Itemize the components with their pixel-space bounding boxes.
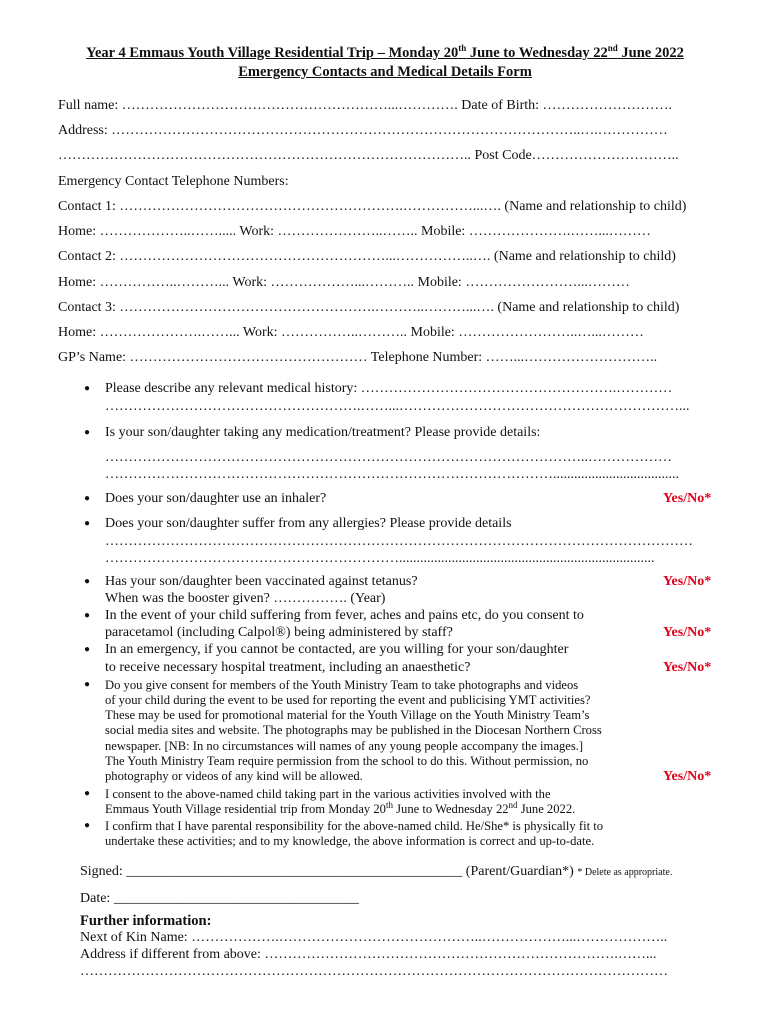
tetanus-question: Has your son/daughter been vaccinated against tetanus? <box>105 574 418 589</box>
bullet: ● <box>84 576 91 587</box>
next-of-kin-field[interactable]: Next of Kin Name: ……………….……………………………………..………………...……………….. <box>80 930 668 945</box>
medication-line-1[interactable]: …………………………………………………………………………………………..……………… <box>105 450 672 465</box>
contact-3-numbers[interactable]: Home: ………………….……... Work: ……………..……….. Mobile: ……………………..…...……… <box>58 325 644 340</box>
medical-history-question[interactable]: Please describe any relevant medical history: ……………………………………………….………… <box>105 381 673 396</box>
bullet: ● <box>84 518 91 529</box>
photo-consent-text-7: photography or videos of any kind will be allowed. <box>105 769 363 783</box>
date-field[interactable]: Date: ___________________________________ <box>80 891 359 906</box>
alt-address-field[interactable]: Address if different from above: ………………………………………………………………….……... <box>80 947 657 962</box>
further-info-heading: Further information: <box>80 913 212 929</box>
alt-address-line[interactable]: ……………………………………………………………………………………………………………… <box>80 964 668 979</box>
activity-consent-text-2: Emmaus Youth Village residential trip from Monday 20th June to Wednesday 22nd June 2022. <box>105 799 576 816</box>
emergency-treatment-question-cont: to receive necessary hospital treatment, including an anaesthetic? <box>105 660 471 675</box>
photo-consent-text-2: of your child during the event to be used for reporting the event and publicising YMT activities? <box>105 693 591 707</box>
bullet: ● <box>84 679 91 690</box>
full-name-field[interactable]: Full name: …………………………………………………...…………. Date of Birth: ………………………. <box>58 98 673 113</box>
bullet: ● <box>84 493 91 504</box>
contact-2-numbers[interactable]: Home: ……………..………... Work: ………………...……….. Mobile: ……………………...……… <box>58 275 630 290</box>
photo-consent-text-1: Do you give consent for members of the Youth Ministry Team to take photographs and videos <box>105 678 579 692</box>
contact-1-numbers[interactable]: Home: ………………..……..... Work: …………………..…….. Mobile: ………………….……...……… <box>58 224 651 239</box>
allergies-line-2[interactable]: ………………………………………………………......................................................................... <box>105 551 655 566</box>
gp-field[interactable]: GP’s Name: …………………………………………… Telephone Number: ……...……………………….. <box>58 350 658 365</box>
photo-consent-text-5: newspaper. [NB: In no circumstances will names of any young people accompany the images.] <box>105 739 584 753</box>
emergency-heading: Emergency Contact Telephone Numbers: <box>58 174 289 189</box>
bullet: ● <box>84 610 91 621</box>
contact-3-field[interactable]: Contact 3: ……………………………………………….………..………...…. (Name and relationship to child) <box>58 300 680 315</box>
address-postcode-field[interactable]: …………………………………………………………………………….. Post Code………………………….. <box>58 148 679 163</box>
bullet: ● <box>84 820 91 831</box>
responsibility-text-1: I confirm that I have parental responsibility for the above-named child. He/She* is physically fit to <box>105 819 604 833</box>
form-subtitle: Emergency Contacts and Medical Details Form <box>238 64 532 80</box>
photo-consent-text-3: These may be used for promotional material for the Youth Village on the Youth Ministry Team’s <box>105 708 590 722</box>
photo-consent-text-6: The Youth Ministry Team require permission from the school to do this. Without permission, no <box>105 754 589 768</box>
medication-line-2[interactable]: …………………………………………………………………………………….................................... <box>105 467 679 482</box>
inhaler-yes-no[interactable]: Yes/No* <box>663 491 712 506</box>
bullet: ● <box>84 383 91 394</box>
bullet: ● <box>84 644 91 655</box>
paracetamol-question: In the event of your child suffering from fever, aches and pains etc, do you consent to <box>105 608 584 623</box>
photo-consent-yes-no[interactable]: Yes/No* <box>663 769 712 784</box>
photo-consent-text-4: social media sites and website. The photographs may be published in the Diocesan Northern Cross <box>105 723 602 737</box>
inhaler-question: Does your son/daughter use an inhaler? <box>105 491 327 506</box>
paracetamol-question-cont: paracetamol (including Calpol®) being administered by staff? <box>105 625 453 640</box>
tetanus-booster-field[interactable]: When was the booster given? ……………. (Year) <box>105 591 386 606</box>
medication-question: Is your son/daughter taking any medication/treatment? Please provide details: <box>105 425 541 440</box>
bullet: ● <box>84 788 91 799</box>
allergies-line-1[interactable]: ……………………………………………………………………………………………………………… <box>105 534 693 549</box>
paracetamol-yes-no[interactable]: Yes/No* <box>663 625 712 640</box>
tetanus-yes-no[interactable]: Yes/No* <box>663 574 712 589</box>
medical-history-line[interactable]: ……………………………………………….……...……………………………………………………... <box>105 399 690 414</box>
delete-note: * Delete as appropriate. <box>577 867 673 878</box>
emergency-treatment-yes-no[interactable]: Yes/No* <box>663 660 712 675</box>
form-title: Year 4 Emmaus Youth Village Residential Trip – Monday 20th June to Wednesday 22nd June 2022 <box>86 43 684 61</box>
allergies-question: Does your son/daughter suffer from any allergies? Please provide details <box>105 516 512 531</box>
emergency-treatment-question: In an emergency, if you cannot be contacted, are you willing for your son/daughter <box>105 642 569 657</box>
contact-2-field[interactable]: Contact 2: …………………………………………………...……………..…. (Name and relationship to child) <box>58 249 676 264</box>
contact-1-field[interactable]: Contact 1: …………………………………………………….……………...…. (Name and relationship to child) <box>58 199 687 214</box>
signature-field[interactable]: Signed: ________________________________________________ (Parent/Guardian*) * Delete as appropriate. <box>80 864 673 879</box>
address-field[interactable]: Address: ………………………………………………………………………………………..….…………… <box>58 123 668 138</box>
responsibility-text-2: undertake these activities; and to my knowledge, the above information is correct and up-to-date. <box>105 834 595 848</box>
activity-consent-text-1: I consent to the above-named child taking part in the various activities involved with the <box>105 787 551 801</box>
bullet: ● <box>84 427 91 438</box>
